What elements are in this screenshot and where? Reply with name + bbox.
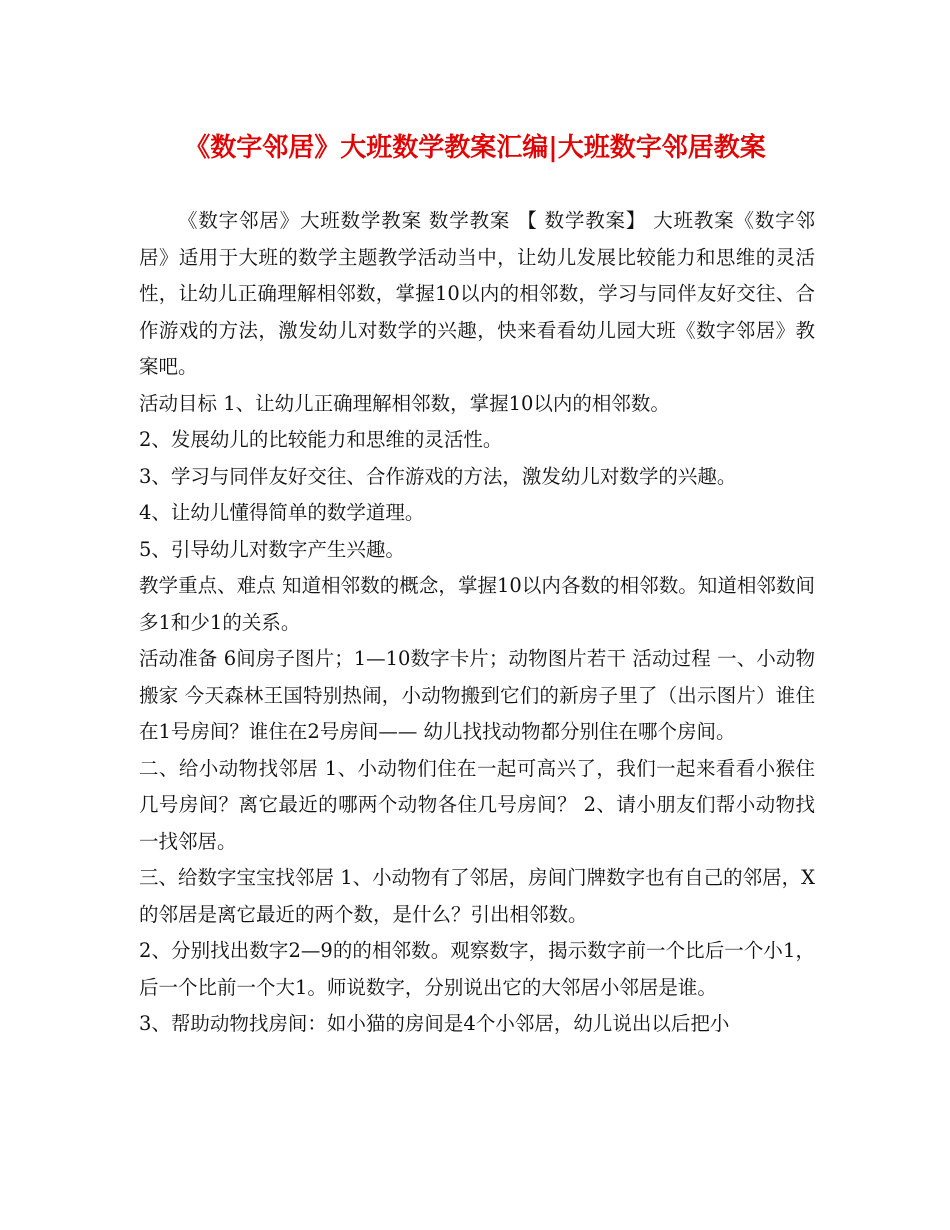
document-body bbox=[139, 203, 815, 1043]
objective-paragraph-3: 3、学习与同伴友好交往、合作游戏的方法，激发幼儿对数学的兴趣。 bbox=[139, 464, 737, 488]
preparation-paragraph: 活动准备 6间房子图片；1—10数字卡片；动物图片若干 活动过程 一、小动物搬家 今天森林王国特别热闹，小动物搬到它们的新房子里了（出示图片）谁住在1号房间？谁住在2号房间—— 幼儿找找动物都分别住在哪个房间。 bbox=[139, 647, 815, 743]
process-step-2-paragraph: 2、分别找出数字2—9的的相邻数。观察数字，揭示数字前一个比后一个小1，后一个比前一个大1。师说数字，分别说出它的大邻居小邻居是谁。 bbox=[139, 939, 815, 999]
key-points-paragraph: 教学重点、难点 知道相邻数的概念，掌握10以内各数的相邻数。知道相邻数间多1和少1的关系。 bbox=[139, 574, 815, 634]
document-title: 《数字邻居》大班数学教案汇编|大班数字邻居教案 bbox=[184, 133, 766, 163]
objective-paragraph-2: 2、发展幼儿的比较能力和思维的灵活性。 bbox=[139, 428, 503, 451]
objective-paragraph-5: 5、引导幼儿对数字产生兴趣。 bbox=[139, 537, 405, 561]
objective-paragraph-4: 4、让幼儿懂得简单的数学道理。 bbox=[139, 501, 425, 524]
process-part-2-paragraph: 二、给小动物找邻居 1、小动物们住在一起可高兴了，我们一起来看看小猴住几号房间？离它最近的哪两个动物各住几号房间？ 2、请小朋友们帮小动物找一找邻居。 bbox=[139, 756, 815, 853]
intro-paragraph: 《数字邻居》大班数学教案 数学教案 【 数学教案】 大班教案《数字邻居》适用于大班的数学主题教学活动当中，让幼儿发展比较能力和思维的灵活性，让幼儿正确理解相邻数，掌握10以内的相邻数，学习与同伴友好交往、合作游戏的方法，激发幼儿对数学的兴趣，快来看看幼儿园大班《数字邻居》教案吧。 bbox=[139, 209, 815, 378]
process-part-3-paragraph: 三、给数字宝宝找邻居 1、小动物有了邻居，房间门牌数字也有自己的邻居，X的邻居是离它最近的两个数，是什么？引出相邻数。 bbox=[139, 866, 815, 926]
objective-paragraph-1: 活动目标 1、让幼儿正确理解相邻数，掌握10以内的相邻数。 bbox=[139, 391, 670, 415]
process-step-3-paragraph: 3、帮助动物找房间：如小猫的房间是4个小邻居，幼儿说出以后把小 bbox=[139, 1012, 730, 1035]
